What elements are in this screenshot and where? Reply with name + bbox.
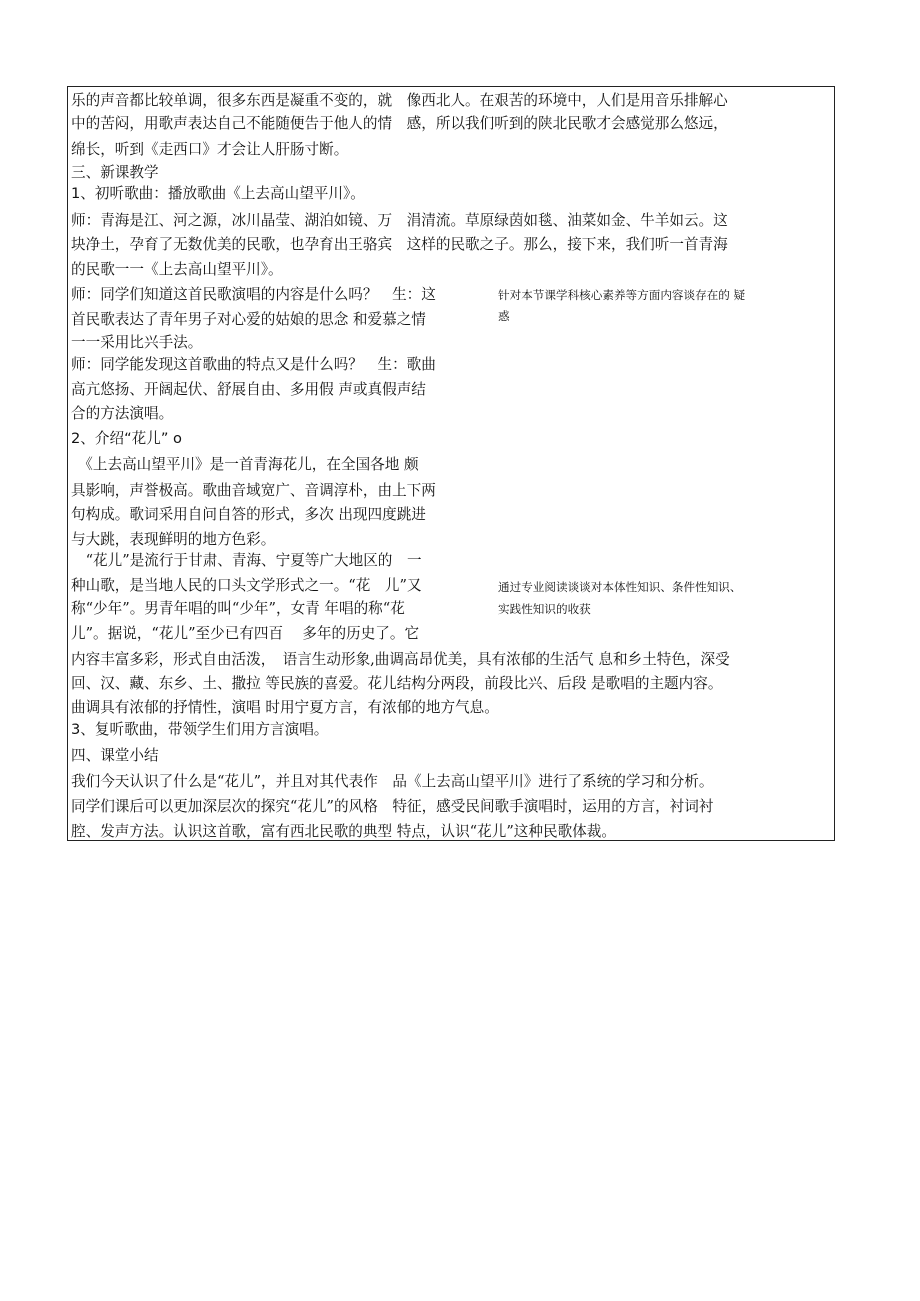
body-line: 2、介绍“花儿” o [71,430,182,447]
body-line: 中的苦闷，用歌声表达自己不能随便告于他人的情 感，所以我们听到的陕北民歌才会感觉那么悠远， [71,115,728,132]
side-note-line: 惑 [498,309,510,323]
body-line: 块净土，孕育了无数优美的民歌，也孕育出王骆宾 这样的民歌之子。那么，接下来，我们听一首青海 [71,236,728,253]
body-line: 称“少年”。男青年唱的叫“少年”，女青 年唱的称“花 [71,600,405,617]
body-line: 四、课堂小结 [71,747,159,764]
body-line: 合的方法演唱。 [71,405,174,422]
body-line: “花儿”是流行于甘肃、青海、宁夏等广大地区的 一 [71,552,422,569]
body-line: 与大跳，表现鲜明的地方色彩。 [71,531,276,548]
body-line: 师：青海是江、河之源，冰川晶莹、湖泊如镜、万 涓清流。草原绿茵如毯、油菜如金、牛羊如云。这 [71,212,728,229]
side-note-line: 实践性知识的收获 [498,602,591,616]
body-line: 腔、发声方法。认识这首歌，富有西北民歌的典型 特点，认识“花儿”这种民歌体裁。 [71,823,616,840]
body-line: 首民歌表达了青年男子对心爱的姑娘的思念 和爱慕之情 [71,311,426,328]
body-line: 《上去高山望平川》是一首青海花儿，在全国各地 颇 [71,456,419,473]
body-line: 儿”。据说，“花儿”至少已有四百 多年的历史了。它 [71,625,420,642]
body-line: 同学们课后可以更加深层次的探究“花儿”的风格 特征，感受民间歌手演唱时，运用的方言，衬词衬 [71,798,714,815]
body-line: 三、新课教学 [71,164,159,181]
body-line: 3、复听歌曲，带领学生们用方言演唱。 [71,721,329,738]
body-line: 种山歌，是当地人民的口头文学形式之一。“花 儿”又 [71,577,422,594]
body-line: 高亢悠扬、开阔起伏、舒展自由、多用假 声或真假声结 [71,381,426,398]
side-note-line: 针对本节课学科核心素养等方面内容谈存在的 疑 [498,288,746,302]
body-line: 师：同学能发现这首歌曲的特点又是什么吗？ 生：歌曲 [71,356,436,373]
body-line: 师：同学们知道这首民歌演唱的内容是什么吗？ 生：这 [71,286,436,303]
body-line: 的民歌一一《上去高山望平川》。 [71,261,283,278]
body-line: 乐的声音都比较单调，很多东西是凝重不变的，就 像西北人。在艰苦的环境中，人们是用音乐排解心 [71,92,728,109]
body-line: 我们今天认识了什么是“花儿”，并且对其代表作 品《上去高山望平川》进行了系统的学习和分析。 [71,773,714,790]
body-line: 绵长，听到《走西口》才会让人肝肠寸断。 [71,141,349,158]
side-note-line: 通过专业阅读谈谈对本体性知识、条件性知识、 [498,580,742,594]
body-line: 曲调具有浓郁的抒情性，演唱 时用宁夏方言，有浓郁的地方气息。 [71,699,499,716]
body-line: 1、初听歌曲：播放歌曲《上去高山望平川》。 [71,185,365,202]
body-line: 具影响，声誉极高。歌曲音域宽广、音调淳朴，由上下两 [71,482,436,499]
body-line: 句构成。歌词采用自问自答的形式，多次 出现四度跳进 [71,506,426,523]
body-line: 内容丰富多彩，形式自由活泼， 语言生动形象,曲调高昂优美，具有浓郁的生活气 息和乡土特色，深受 [71,651,730,668]
body-line: 一一采用比兴手法。 [71,334,203,351]
body-line: 回、汉、藏、东乡、土、撒拉 等民族的喜爱。花儿结构分两段，前段比兴、后段 是歌唱的主题内容。 [71,675,723,692]
